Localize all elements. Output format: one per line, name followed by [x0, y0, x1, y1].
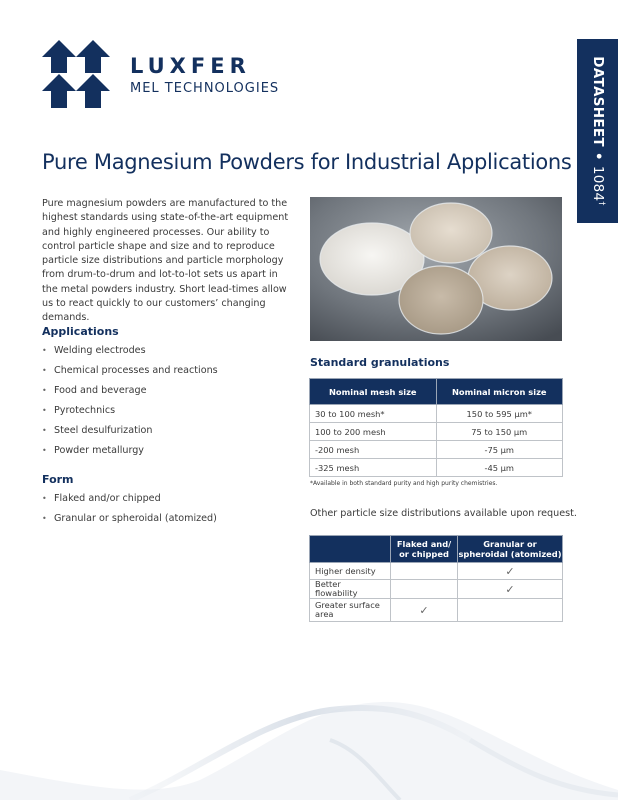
datasheet-number-mark: † [596, 201, 606, 206]
column-header [310, 536, 391, 563]
micron-size-cell: 150 to 595 µm* [436, 405, 563, 423]
form-heading: Form [42, 473, 74, 486]
mesh-size-cell: 100 to 200 mesh [310, 423, 437, 441]
table-row [310, 563, 563, 580]
checkmark-icon [458, 599, 563, 622]
column-header: Granular or spheroidal (atomized) [458, 536, 563, 563]
column-header: Flaked and/ or chipped [391, 536, 458, 563]
property-cell: Higher density [310, 563, 391, 580]
checkmark-icon [391, 580, 458, 599]
list-item: • Powder metallurgy [42, 441, 218, 461]
table-row [310, 405, 563, 423]
mesh-size-cell: -325 mesh [310, 459, 437, 477]
list-item: • Granular or spheroidal (atomized) [42, 509, 217, 529]
form-comparison-table [309, 535, 563, 622]
form-list [42, 489, 217, 529]
page-title: Pure Magnesium Powders for Industrial Applications [42, 150, 572, 174]
brand-wordmark [130, 55, 279, 96]
column-header: Nominal mesh size [310, 379, 437, 405]
brand-subtitle: MEL TECHNOLOGIES [130, 81, 280, 96]
product-photo [310, 197, 562, 341]
granulations-footnote: *Available in both standard purity and high purity chemistries. [310, 480, 498, 487]
table-row [310, 441, 563, 459]
table-row [310, 423, 563, 441]
table-row [310, 580, 563, 599]
checkmark-icon: ✓ [458, 580, 563, 599]
intro-paragraph: Pure magnesium powders are manufactured to the highest standards using state-of-the-art equipment and highly engineered processes. Our ability to control particle shape and size and to reproduce particle size distributions and particle morphology from drum-to-drum and lot-to-lot sets us apart in the metal powders industry. Short lead-times allow us to react quickly to our customers’ changing demands. [42, 198, 289, 324]
granulations-heading: Standard granulations [310, 356, 450, 369]
list-item: • Welding electrodes [42, 341, 218, 361]
table-row [310, 459, 563, 477]
datasheet-tab [577, 39, 618, 223]
decorative-wave-graphic [0, 690, 618, 800]
micron-size-cell: 75 to 150 µm [436, 423, 563, 441]
datasheet-number: 1084 [589, 165, 606, 202]
tab-separator: • [589, 146, 606, 166]
list-item: • Food and beverage [42, 381, 218, 401]
micron-size-cell: -75 µm [436, 441, 563, 459]
datasheet-label: DATASHEET [589, 56, 606, 147]
checkmark-icon: ✓ [391, 599, 458, 622]
list-item: • Chemical processes and reactions [42, 361, 218, 381]
mesh-size-cell: -200 mesh [310, 441, 437, 459]
datasheet-tab-text [589, 56, 606, 205]
list-item: • Pyrotechnics [42, 401, 218, 421]
checkmark-icon: ✓ [458, 563, 563, 580]
other-sizes-note: Other particle size distributions available upon request. [310, 508, 577, 519]
property-cell: Greater surface area [310, 599, 391, 622]
list-item: • Steel desulfurization [42, 421, 218, 441]
checkmark-icon [391, 563, 458, 580]
applications-heading: Applications [42, 325, 119, 338]
applications-list [42, 341, 218, 461]
mesh-size-cell: 30 to 100 mesh* [310, 405, 437, 423]
luxfer-arrows-logo-icon [42, 40, 110, 108]
column-header: Nominal micron size [436, 379, 563, 405]
property-cell: Better flowability [310, 580, 391, 599]
table-row [310, 599, 563, 622]
granulations-table [309, 378, 563, 477]
list-item: • Flaked and/or chipped [42, 489, 217, 509]
brand-name: LUXFER [130, 54, 251, 78]
micron-size-cell: -45 µm [436, 459, 563, 477]
